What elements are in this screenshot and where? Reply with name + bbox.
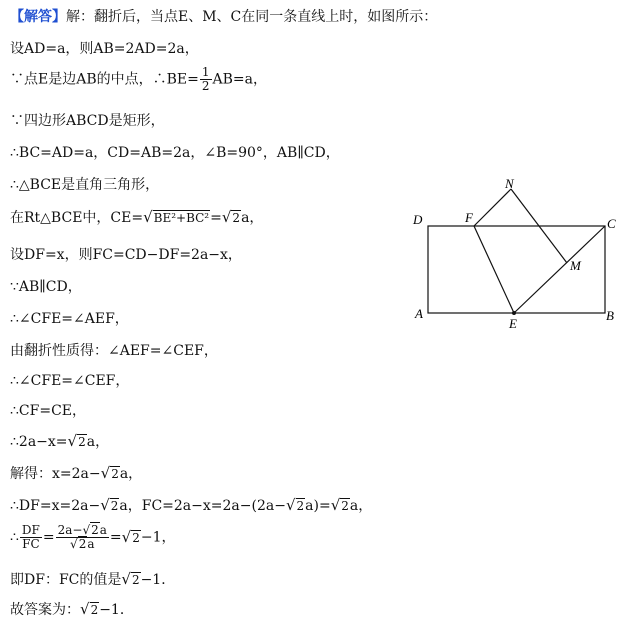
- geometry-diagram: [405, 170, 635, 335]
- sqrt-two: √2: [100, 496, 119, 514]
- step-9: ∴∠CFE=∠AEF，: [10, 311, 129, 327]
- label-b: B: [606, 308, 614, 323]
- step-12: ∴CF=CE，: [10, 403, 86, 419]
- solution-header: [10, 8, 437, 26]
- label-a: A: [415, 306, 423, 321]
- sqrt-two: √2: [80, 600, 99, 618]
- label-c: C: [607, 216, 616, 231]
- sqrt-two: √2: [67, 432, 86, 450]
- step-3: ∵四边形ABCD是矩形，: [10, 113, 165, 129]
- sqrt-two: √2: [221, 208, 241, 226]
- step-6: 在Rt△BCE中，CE=√BE²+BC²=√2a，: [10, 208, 264, 226]
- label-n: N: [505, 176, 514, 191]
- point-e: [512, 311, 516, 315]
- sqrt-expression: √BE²+BC²: [143, 208, 210, 226]
- segment-fn: [474, 189, 511, 226]
- sqrt-two: √2: [100, 464, 119, 482]
- step-13: ∴2a−x=√2a，: [10, 432, 110, 450]
- step-7: 设DF=x，则FC=CD−DF=2a−x，: [10, 247, 242, 263]
- fraction-df-fc: $\frac{DF}{FC}$: [21, 523, 40, 551]
- step-2: ∵点E是边AB的中点，∴BE= $\frac{1}{2}$ AB=a，: [10, 65, 267, 93]
- segment-fe: [474, 226, 514, 313]
- step-18: 故答案为：√2−1．: [10, 600, 134, 618]
- step-16: ∴ $\frac{DF}{FC}$ = $\frac{2a-√2a}{√2a}$ =√2−1，: [10, 523, 176, 551]
- label-d: D: [413, 212, 423, 227]
- segment-ec: [514, 226, 605, 313]
- step-5: ∴△BCE是直角三角形，: [10, 177, 160, 193]
- intro-text: 解：翻折后，当点E、M、C在同一条直线上时，如图所示：: [66, 9, 438, 25]
- label-e: E: [509, 316, 517, 331]
- answer-label: 【解答】: [10, 9, 66, 25]
- fraction-one-half: $\frac{1}{2}$: [201, 65, 210, 93]
- step-10: 由翻折性质得：∠AEF=∠CEF，: [10, 343, 218, 359]
- step-15: ∴DF=x=2a−√2a，FC=2a−x=2a−(2a−√2a)=√2a，: [10, 496, 373, 514]
- step-14: 解得：x=2a−√2a，: [10, 464, 143, 482]
- step-8: ∵AB∥CD，: [10, 279, 82, 295]
- fraction-ratio: $\frac{2a-√2a}{√2a}$: [57, 523, 107, 551]
- sqrt-two: √2: [285, 496, 305, 514]
- label-f: F: [465, 210, 473, 225]
- step-17: 即DF：FC的值是√2−1．: [10, 570, 176, 588]
- sqrt-two: √2: [330, 496, 349, 514]
- step-11: ∴∠CFE=∠CEF，: [10, 373, 130, 389]
- sqrt-two: √2: [121, 570, 140, 588]
- step-4: ∴BC=AD=a，CD=AB=2a，∠B=90°，AB∥CD，: [10, 145, 340, 161]
- step-1: 设AD=a，则AB=2AD=2a，: [10, 41, 199, 57]
- label-m: M: [570, 258, 581, 273]
- sqrt-two: √2: [121, 527, 140, 546]
